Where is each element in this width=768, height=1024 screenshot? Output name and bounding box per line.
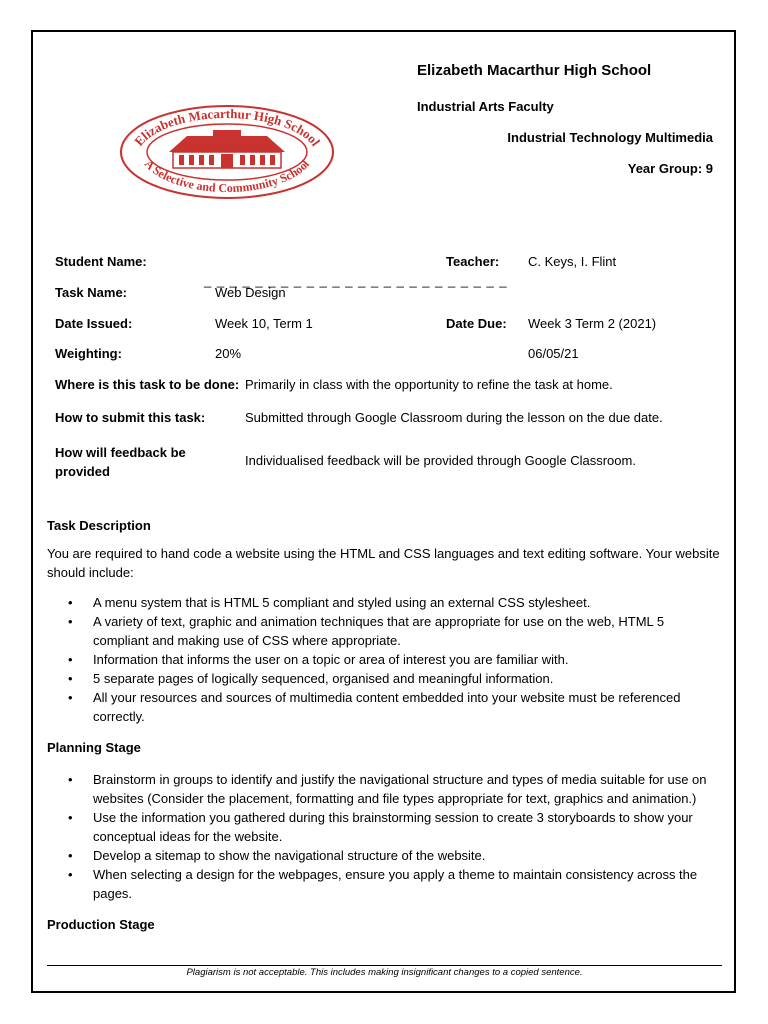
school-logo: [117, 100, 337, 200]
where-value: Primarily in class with the opportunity to refine the task at home.: [245, 377, 613, 392]
list-item: • A menu system that is HTML 5 compliant and styled using an external CSS stylesheet.: [47, 593, 717, 612]
faculty-name: Industrial Arts Faculty: [417, 99, 554, 114]
school-name: Elizabeth Macarthur High School: [417, 62, 652, 79]
task-name-value: Web Design: [215, 285, 286, 300]
list-item: • 5 separate pages of logically sequenced, organised and meaningful information.: [47, 669, 717, 688]
task-description-list: [47, 593, 717, 726]
list-item: • Develop a sitemap to show the navigational structure of the website.: [47, 846, 717, 865]
footer-divider: [47, 965, 722, 966]
where-label: Where is this task to be done:: [55, 377, 240, 392]
list-item: • All your resources and sources of multimedia content embedded into your website must be referenced correctly.: [47, 688, 717, 726]
planning-stage-title: Planning Stage: [47, 740, 141, 755]
teacher-value: C. Keys, I. Flint: [528, 254, 617, 269]
task-name-label: Task Name:: [55, 285, 128, 300]
course-name: Industrial Technology Multimedia: [507, 130, 713, 145]
task-description-intro: You are required to hand code a website using the HTML and CSS languages and text editing software. Your website should include:: [47, 546, 720, 580]
weighting-label: Weighting:: [55, 346, 122, 361]
year-group: Year Group: 9: [627, 161, 713, 176]
feedback-value: Individualised feedback will be provided through Google Classroom.: [245, 453, 636, 468]
list-item: • Information that informs the user on a topic or area of interest you are familiar with.: [47, 650, 717, 669]
planning-stage-list: [47, 770, 717, 903]
plagiarism-note: Plagiarism is not acceptable. This includes making insignificant changes to a copied sentence.: [186, 967, 583, 978]
date-due-value: Week 3 Term 2 (2021): [528, 316, 657, 331]
task-description-title: Task Description: [47, 518, 151, 533]
due-date-value: 06/05/21: [528, 346, 579, 361]
logo-bottom-text: A Selective and Community School: [141, 156, 313, 196]
school-building-icon: [169, 130, 285, 168]
date-due-label: Date Due:: [446, 316, 507, 331]
teacher-label: Teacher:: [446, 254, 500, 269]
list-item: • When selecting a design for the webpages, ensure you apply a theme to maintain consistency across the pages.: [47, 865, 717, 903]
date-issued-label: Date Issued:: [55, 316, 133, 331]
submit-label: How to submit this task:: [55, 410, 206, 425]
student-name-blank: _ _ _ _ _ _ _ _ _ _ _ _ _ _ _ _ _ _ _ _ _ _ _ _: [204, 273, 508, 288]
submit-value: Submitted through Google Classroom during the lesson on the due date.: [245, 410, 663, 425]
weighting-value: 20%: [215, 346, 242, 361]
date-issued-value: Week 10, Term 1: [215, 316, 313, 331]
list-item: • Use the information you gathered during this brainstorming session to create 3 storyboards to show your conceptual ideas for the website.: [47, 808, 717, 846]
student-name-label: Student Name:: [55, 254, 147, 269]
feedback-label: How will feedback be provided: [55, 445, 186, 479]
list-item: • Brainstorm in groups to identify and justify the navigational structure and types of media suitable for use on websites (Consider the placement, formatting and file types appropriate for text, graphics and animation.): [47, 770, 717, 808]
list-item: • A variety of text, graphic and animation techniques that are appropriate for use on the web, HTML 5 compliant and making use of CSS where appropriate.: [47, 612, 717, 650]
production-stage-title: Production Stage: [47, 917, 155, 932]
logo-top-text: Elizabeth Macarthur High School: [131, 105, 324, 149]
